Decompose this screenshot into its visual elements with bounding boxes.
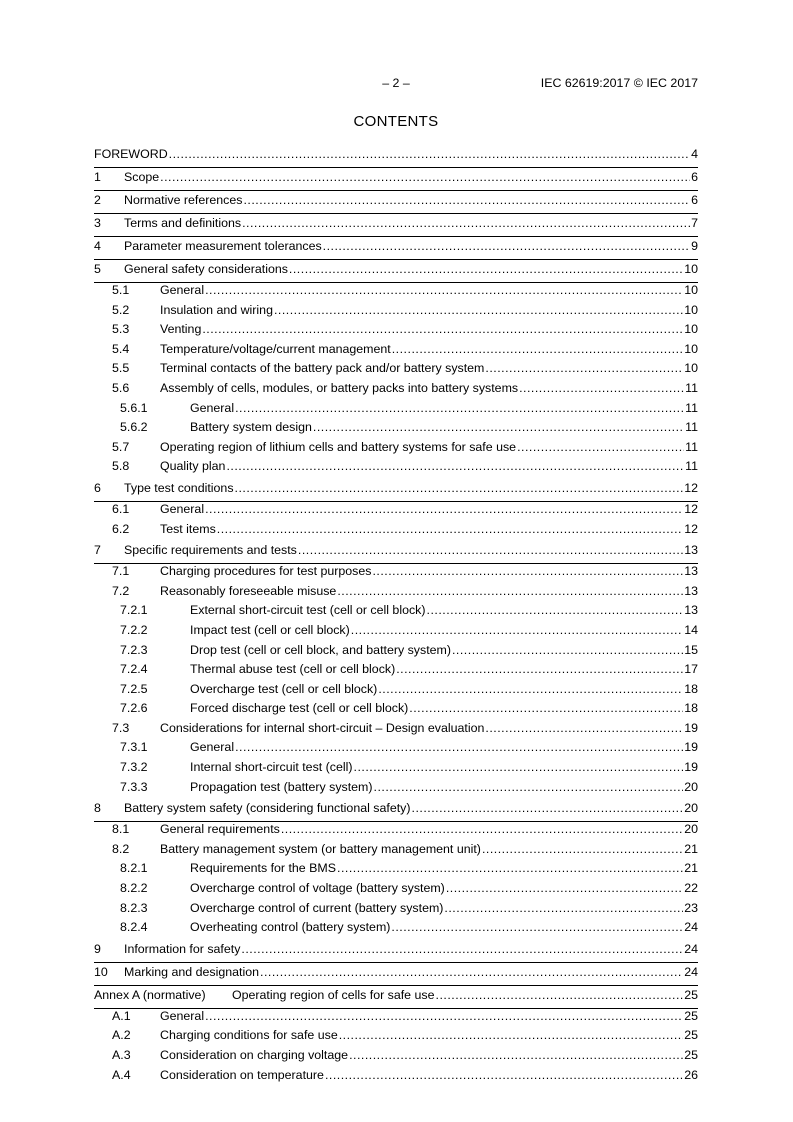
toc-number: 5 xyxy=(94,262,101,276)
toc-title[interactable]: Overheating control (battery system) xyxy=(190,920,391,935)
toc-row[interactable] xyxy=(94,237,698,260)
toc-row[interactable] xyxy=(94,963,698,986)
toc-title[interactable]: General requirements xyxy=(160,822,280,837)
toc-page-number: 25 xyxy=(684,1048,698,1062)
toc-row[interactable] xyxy=(94,1009,698,1029)
toc-title[interactable]: Considerations for internal short-circuit – Design evaluation xyxy=(160,720,485,735)
toc-number: 8.2.3 xyxy=(120,900,148,915)
toc-leader-dots xyxy=(351,623,683,639)
toc-leader-dots xyxy=(374,780,684,796)
toc-number: 7 xyxy=(94,543,101,558)
toc-leader-dots xyxy=(289,260,683,278)
toc-page-number: 18 xyxy=(684,701,698,716)
toc-number: 5.3 xyxy=(112,322,130,337)
toc-number: A.1 xyxy=(112,1008,131,1023)
toc-row[interactable] xyxy=(94,623,698,643)
toc-page-number: 14 xyxy=(684,622,698,637)
toc-leader-dots xyxy=(260,963,683,981)
toc-title[interactable]: Charging conditions for safe use xyxy=(160,1028,338,1043)
toc-number: 6.2 xyxy=(112,521,130,536)
toc-leader-dots xyxy=(485,361,683,377)
toc-leader-dots xyxy=(427,603,684,619)
toc-page-number: 10 xyxy=(684,361,698,376)
toc-row[interactable] xyxy=(94,920,698,940)
toc-row[interactable] xyxy=(94,564,698,584)
toc-page-number: 18 xyxy=(684,681,698,696)
toc-leader-dots xyxy=(281,822,683,838)
toc-number: 6 xyxy=(94,480,101,495)
toc-title[interactable]: Internal short-circuit test (cell) xyxy=(190,760,353,775)
toc-number: 3 xyxy=(94,216,101,230)
toc-page-number: 11 xyxy=(685,380,698,395)
toc-page-number: 6 xyxy=(691,170,698,184)
toc-title[interactable]: FOREWORD xyxy=(94,147,168,161)
toc-title[interactable]: General xyxy=(190,740,235,755)
toc-title[interactable]: Insulation and wiring xyxy=(160,302,273,317)
toc-title[interactable]: Quality plan xyxy=(160,459,226,474)
toc-row[interactable] xyxy=(94,541,698,564)
toc-number: 5.6.2 xyxy=(120,420,148,435)
toc-page-number: 20 xyxy=(684,822,698,837)
toc-number: 7.2 xyxy=(112,583,130,598)
toc-row[interactable] xyxy=(94,740,698,760)
toc-page-number: 10 xyxy=(684,302,698,317)
toc-title[interactable]: Propagation test (battery system) xyxy=(190,779,373,794)
toc-row[interactable] xyxy=(94,799,698,822)
toc-number: 4 xyxy=(94,239,101,253)
toc-number: 8.2 xyxy=(112,841,130,856)
toc-leader-dots xyxy=(205,283,683,299)
toc-title[interactable]: Battery system design xyxy=(190,420,312,435)
toc-row[interactable] xyxy=(94,459,698,479)
toc-leader-dots xyxy=(452,643,683,659)
toc-title[interactable]: Venting xyxy=(160,322,202,337)
toc-leader-dots xyxy=(337,584,683,600)
toc-row[interactable] xyxy=(94,361,698,381)
toc-leader-dots xyxy=(235,740,683,756)
toc-page-number: 21 xyxy=(684,841,698,856)
toc-leader-dots xyxy=(412,799,684,817)
toc-page-number: 13 xyxy=(684,543,698,558)
toc-row[interactable] xyxy=(94,145,698,168)
toc-row[interactable] xyxy=(94,682,698,702)
toc-number: 7.3.2 xyxy=(120,760,148,775)
toc-page-number: 24 xyxy=(684,941,698,956)
toc-number: 2 xyxy=(94,193,101,207)
toc-page-number: 12 xyxy=(684,501,698,516)
toc-page-number: 19 xyxy=(684,740,698,755)
toc-page-number: 26 xyxy=(684,1067,698,1082)
toc-title[interactable]: Consideration on temperature xyxy=(160,1067,324,1082)
toc-page-number: 11 xyxy=(685,420,698,435)
toc-number: 8.2.1 xyxy=(120,861,148,876)
toc-page-number: 23 xyxy=(684,900,698,915)
toc-leader-dots xyxy=(482,842,683,858)
toc-row[interactable] xyxy=(94,721,698,741)
toc-title[interactable]: General xyxy=(160,283,205,297)
toc-leader-dots xyxy=(217,522,683,538)
toc-leader-dots xyxy=(372,564,683,580)
toc-row[interactable] xyxy=(94,479,698,502)
toc-leader-dots xyxy=(274,303,683,319)
toc-title[interactable]: General xyxy=(160,501,205,516)
page-header xyxy=(94,76,698,94)
toc-title[interactable]: Specific requirements and tests xyxy=(124,543,297,558)
toc-row[interactable] xyxy=(94,701,698,721)
toc-page-number: 7 xyxy=(691,216,698,230)
toc-number: 8.2.4 xyxy=(120,920,148,935)
toc-title[interactable]: Impact test (cell or cell block) xyxy=(190,622,350,637)
toc-title[interactable]: General xyxy=(160,1008,205,1023)
toc-number: 5.7 xyxy=(112,439,130,454)
toc-row[interactable] xyxy=(94,381,698,401)
toc-page-number: 13 xyxy=(684,603,698,618)
toc-number: 7.2.5 xyxy=(120,681,148,696)
toc-leader-dots xyxy=(349,1048,683,1064)
toc-row[interactable] xyxy=(94,303,698,323)
toc-leader-dots xyxy=(323,237,690,255)
toc-leader-dots xyxy=(235,401,684,417)
toc-leader-dots xyxy=(409,701,683,717)
toc-page-number: 12 xyxy=(684,521,698,536)
toc-number: 7.2.3 xyxy=(120,642,148,657)
toc-number: 7.2.6 xyxy=(120,701,148,716)
toc-row[interactable] xyxy=(94,842,698,862)
toc-title[interactable]: Information for safety xyxy=(124,941,241,956)
toc-leader-dots xyxy=(169,145,690,163)
toc-title[interactable]: Battery system safety (considering functional safety) xyxy=(124,801,411,816)
toc-title[interactable]: Battery management system (or battery management unit) xyxy=(160,841,481,856)
toc-leader-dots xyxy=(517,440,684,456)
toc-leader-dots xyxy=(444,901,683,917)
toc-number: 5.8 xyxy=(112,459,130,474)
toc-title[interactable]: Overcharge control of voltage (battery system) xyxy=(190,881,445,896)
toc-number: 7.3.1 xyxy=(120,740,148,755)
toc-page-number: 25 xyxy=(684,987,698,1002)
toc-row[interactable] xyxy=(94,940,698,963)
table-of-contents xyxy=(94,145,698,1087)
toc-number: 10 xyxy=(94,964,108,979)
toc-leader-dots xyxy=(235,479,684,497)
toc-leader-dots xyxy=(205,1009,683,1025)
toc-page-number: 21 xyxy=(684,861,698,876)
toc-row[interactable] xyxy=(94,260,698,283)
toc-number: 9 xyxy=(94,941,101,956)
toc-leader-dots xyxy=(325,1068,683,1084)
toc-page-number: 15 xyxy=(684,642,698,657)
toc-number: 8.1 xyxy=(112,822,130,837)
toc-row[interactable] xyxy=(94,861,698,881)
toc-leader-dots xyxy=(313,420,684,436)
toc-title[interactable]: Terms and definitions xyxy=(124,216,242,230)
toc-title[interactable]: Temperature/voltage/current management xyxy=(160,341,391,356)
toc-leader-dots xyxy=(160,168,690,186)
toc-page-number: 19 xyxy=(684,760,698,775)
toc-page-number: 25 xyxy=(684,1008,698,1023)
toc-page-number: 25 xyxy=(684,1028,698,1043)
toc-number: 5.6.1 xyxy=(120,400,148,415)
toc-leader-dots xyxy=(446,881,683,897)
toc-title[interactable]: Charging procedures for test purposes xyxy=(160,564,372,579)
toc-page-number: 24 xyxy=(684,920,698,935)
toc-leader-dots xyxy=(241,940,683,958)
toc-row[interactable] xyxy=(94,522,698,542)
contents-title: CONTENTS xyxy=(353,113,439,130)
toc-page-number: 11 xyxy=(685,459,698,474)
toc-row[interactable] xyxy=(94,420,698,440)
toc-title[interactable]: Overcharge test (cell or cell block) xyxy=(190,681,378,696)
toc-leader-dots xyxy=(337,861,683,877)
toc-row[interactable] xyxy=(94,168,698,191)
toc-title[interactable]: General safety considerations xyxy=(124,262,288,276)
toc-row[interactable] xyxy=(94,191,698,214)
toc-title[interactable]: Terminal contacts of the battery pack and/or battery system xyxy=(160,361,485,376)
toc-number: A.2 xyxy=(112,1028,131,1043)
toc-page-number: 13 xyxy=(684,564,698,579)
toc-number: A.3 xyxy=(112,1048,131,1062)
toc-leader-dots xyxy=(378,682,683,698)
toc-number: Annex A (normative) xyxy=(94,987,206,1002)
toc-row[interactable] xyxy=(94,401,698,421)
toc-title[interactable]: Consideration on charging voltage xyxy=(160,1048,349,1062)
toc-title[interactable]: General xyxy=(190,400,235,415)
toc-number: 5.1 xyxy=(112,283,130,297)
page-number: – 2 – xyxy=(382,76,410,90)
toc-row[interactable] xyxy=(94,584,698,604)
toc-title[interactable]: Scope xyxy=(124,170,160,184)
toc-row[interactable] xyxy=(94,780,698,800)
toc-row[interactable] xyxy=(94,822,698,842)
toc-row[interactable] xyxy=(94,342,698,362)
toc-row[interactable] xyxy=(94,502,698,522)
toc-number: 1 xyxy=(94,170,101,184)
toc-leader-dots xyxy=(392,342,683,358)
toc-row[interactable] xyxy=(94,214,698,237)
toc-page-number: 10 xyxy=(684,283,698,297)
toc-page-number: 9 xyxy=(691,239,698,253)
toc-number: 7.2.4 xyxy=(120,662,148,677)
toc-page-number: 11 xyxy=(685,439,698,454)
toc-title[interactable]: Test items xyxy=(160,521,216,536)
toc-page-number: 4 xyxy=(691,147,698,161)
toc-leader-dots xyxy=(485,721,683,737)
toc-title[interactable]: External short-circuit test (cell or cell block) xyxy=(190,603,426,618)
toc-leader-dots xyxy=(242,214,690,232)
toc-page-number: 24 xyxy=(684,964,698,979)
toc-page-number: 19 xyxy=(684,720,698,735)
toc-row[interactable] xyxy=(94,760,698,780)
toc-number: 5.4 xyxy=(112,341,130,356)
toc-page-number: 20 xyxy=(684,801,698,816)
toc-row[interactable] xyxy=(94,901,698,921)
toc-title[interactable]: Forced discharge test (cell or cell block) xyxy=(190,701,409,716)
toc-title[interactable]: Parameter measurement tolerances xyxy=(124,239,322,253)
toc-number: 7.2.2 xyxy=(120,622,148,637)
toc-title[interactable]: Requirements for the BMS xyxy=(190,861,336,876)
toc-row[interactable] xyxy=(94,986,698,1009)
toc-number: 7.3 xyxy=(112,720,130,735)
toc-number: 5.2 xyxy=(112,302,130,317)
toc-row[interactable] xyxy=(94,440,698,460)
toc-leader-dots xyxy=(243,191,690,209)
toc-page-number: 17 xyxy=(684,662,698,677)
toc-leader-dots xyxy=(354,760,684,776)
toc-row[interactable] xyxy=(94,1028,698,1048)
toc-number: 7.2.1 xyxy=(120,603,148,618)
toc-row[interactable] xyxy=(94,881,698,901)
toc-number: A.4 xyxy=(112,1067,131,1082)
toc-title[interactable]: Thermal abuse test (cell or cell block) xyxy=(190,662,396,677)
toc-number: 6.1 xyxy=(112,501,130,516)
toc-row[interactable] xyxy=(94,283,698,303)
toc-page-number: 11 xyxy=(685,400,698,415)
toc-leader-dots xyxy=(519,381,684,397)
toc-leader-dots xyxy=(202,322,683,338)
toc-page-number: 20 xyxy=(684,779,698,794)
toc-title[interactable]: Operating region of cells for safe use xyxy=(232,987,435,1002)
toc-page-number: 10 xyxy=(684,341,698,356)
toc-row[interactable] xyxy=(94,1068,698,1088)
toc-row[interactable] xyxy=(94,643,698,663)
toc-title[interactable]: Reasonably foreseeable misuse xyxy=(160,583,337,598)
toc-title[interactable]: Overcharge control of current (battery system) xyxy=(190,900,444,915)
toc-number: 7.3.3 xyxy=(120,779,148,794)
toc-row[interactable] xyxy=(94,1048,698,1068)
toc-leader-dots xyxy=(436,986,684,1004)
toc-title[interactable]: Assembly of cells, modules, or battery packs into battery systems xyxy=(160,380,519,395)
toc-page-number: 12 xyxy=(684,480,698,495)
toc-leader-dots xyxy=(298,541,683,559)
toc-title[interactable]: Marking and designation xyxy=(124,964,260,979)
toc-page-number: 10 xyxy=(684,322,698,337)
toc-leader-dots xyxy=(339,1028,683,1044)
toc-row[interactable] xyxy=(94,603,698,623)
toc-row[interactable] xyxy=(94,662,698,682)
toc-page-number: 6 xyxy=(691,193,698,207)
toc-number: 5.6 xyxy=(112,380,130,395)
toc-title[interactable]: Normative references xyxy=(124,193,243,207)
toc-page-number: 10 xyxy=(684,262,698,276)
toc-leader-dots xyxy=(205,502,683,518)
toc-row[interactable] xyxy=(94,322,698,342)
toc-page-number: 22 xyxy=(684,881,698,896)
toc-number: 8 xyxy=(94,801,101,816)
toc-number: 5.5 xyxy=(112,361,130,376)
toc-leader-dots xyxy=(391,920,683,936)
toc-title[interactable]: Operating region of lithium cells and battery systems for safe use xyxy=(160,439,517,454)
document-id: IEC 62619:2017 © IEC 2017 xyxy=(540,76,698,90)
toc-number: 7.1 xyxy=(112,564,130,579)
toc-leader-dots xyxy=(226,459,684,475)
toc-title[interactable]: Type test conditions xyxy=(124,480,234,495)
toc-number: 8.2.2 xyxy=(120,881,148,896)
toc-title[interactable]: Drop test (cell or cell block, and battery system) xyxy=(190,642,451,657)
toc-page-number: 13 xyxy=(684,583,698,598)
toc-leader-dots xyxy=(396,662,683,678)
